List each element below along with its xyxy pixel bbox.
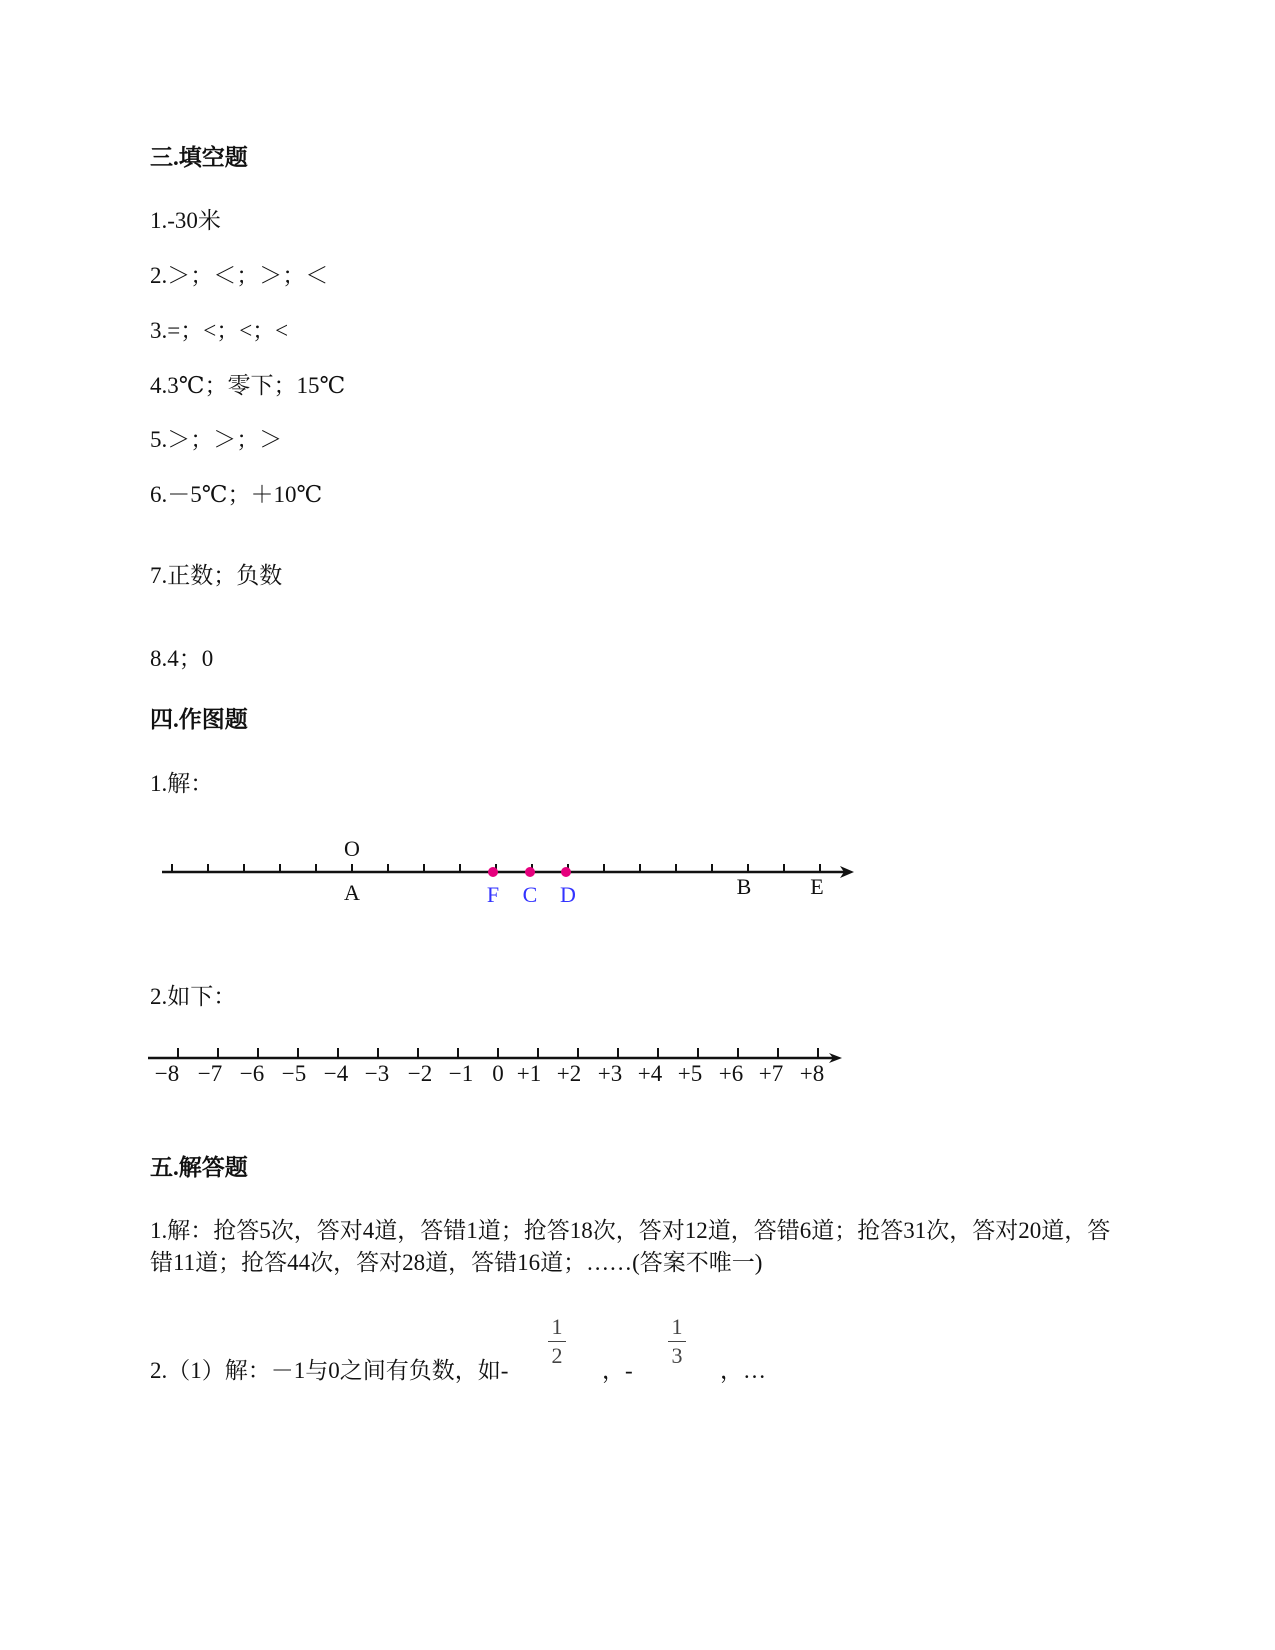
answer-line: 2.＞；＜；＞；＜: [150, 263, 329, 288]
tick-label: +4: [637, 1061, 663, 1086]
section-heading-solutions: 五.解答题: [150, 1155, 248, 1180]
tick-label: +8: [799, 1061, 825, 1086]
tick-label: +1: [516, 1061, 542, 1086]
tick-label: +3: [597, 1061, 623, 1086]
answer-line: 8.4；0: [150, 646, 214, 671]
fraction-denominator: 3: [671, 1343, 683, 1368]
number-line-2: [145, 1040, 855, 1090]
tick-label: +6: [718, 1061, 744, 1086]
fraction-numerator: 1: [671, 1314, 683, 1339]
fraction-denominator: 2: [551, 1343, 563, 1368]
answer-line: 7.正数；负数: [150, 563, 283, 588]
point-F: [488, 867, 498, 877]
solution-line-suffix: ，…: [720, 1358, 766, 1383]
fraction-bar: [548, 1341, 566, 1342]
answer-line: 4.3℃；零下；15℃: [150, 373, 346, 398]
tick-label: −2: [407, 1061, 433, 1086]
fraction-numerator: 1: [551, 1314, 563, 1339]
tick-label: 0: [492, 1061, 504, 1086]
solution-paragraph: 1.解：抢答5次，答对4道，答错1道；抢答18次，答对12道，答错6道；抢答31次，答对20道，答错11道；抢答44次，答对28道，答错16道；……(答案不唯一): [150, 1218, 1111, 1275]
tick-label: −6: [239, 1061, 265, 1086]
number-line-1: [150, 830, 870, 920]
tick-label: −7: [197, 1061, 223, 1086]
label-E: E: [810, 874, 824, 899]
tick-label: −3: [364, 1061, 390, 1086]
tick-label: +5: [677, 1061, 703, 1086]
question-label: 1.解：: [150, 771, 214, 796]
answer-line: 1.-30米: [150, 208, 221, 233]
point-D: [561, 867, 571, 877]
answer-line: 3.=；<；<；<: [150, 318, 289, 343]
tick-label: −4: [323, 1061, 349, 1086]
section-heading-drawing: 四.作图题: [150, 707, 248, 732]
answer-line: 5.＞；＞；＞: [150, 427, 283, 452]
tick-label: −8: [154, 1061, 180, 1086]
label-A: A: [344, 880, 360, 905]
tick-label: +2: [556, 1061, 582, 1086]
label-F: F: [486, 882, 500, 907]
question-label: 2.如下：: [150, 984, 237, 1009]
tick-label: +7: [758, 1061, 784, 1086]
solution-line-separator: ，-: [602, 1358, 633, 1383]
tick-label: −1: [448, 1061, 474, 1086]
answer-line: 6.－5℃；＋10℃: [150, 482, 323, 507]
fraction-bar: [668, 1341, 686, 1342]
label-O: O: [344, 836, 360, 861]
label-D: D: [560, 882, 576, 907]
section-heading-fill-blank: 三.填空题: [150, 145, 248, 170]
tick-marks: [178, 1048, 818, 1058]
point-C: [525, 867, 535, 877]
fraction-one-half: [542, 1314, 572, 1369]
label-B: B: [736, 874, 752, 899]
fraction-one-third: [662, 1314, 692, 1369]
tick-label: −5: [281, 1061, 307, 1086]
label-C: C: [522, 882, 538, 907]
solution-line-prefix: 2.（1）解：－1与0之间有负数，如-: [150, 1358, 509, 1383]
